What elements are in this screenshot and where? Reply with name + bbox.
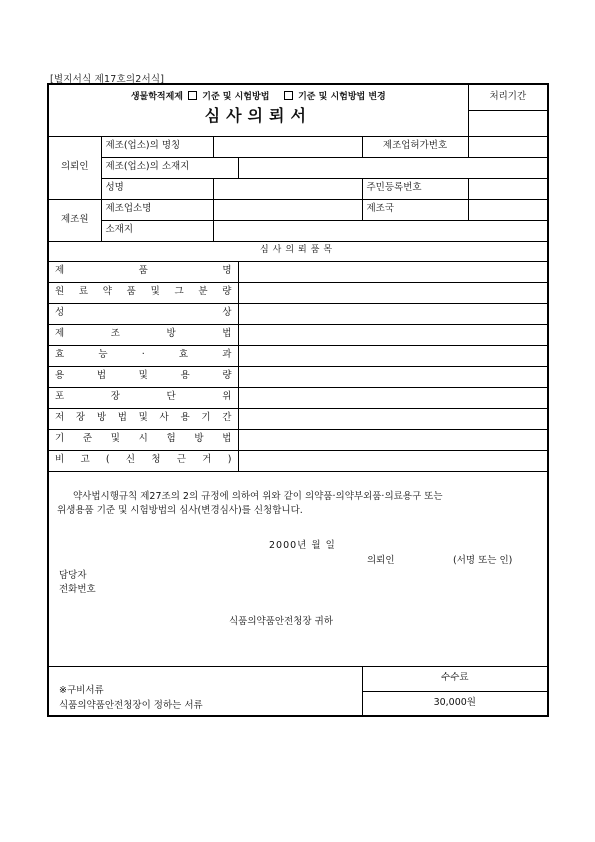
required-documents-cell	[48, 666, 362, 716]
resident-number-label: 주민등록번호	[362, 178, 468, 199]
processing-period-label: 처리기간	[468, 84, 548, 110]
applicant-name-label: 성명	[101, 178, 213, 199]
item-label: 저 장 방 법 및 사 용 기 간	[55, 412, 232, 424]
option-standard-method-label: 기준 및 시험방법	[202, 92, 270, 102]
form-number-label: [별지서식 제17호의2서식]	[50, 74, 165, 85]
license-number-label: 제조업허가번호	[362, 136, 468, 157]
applicant-address-label: 제조(업소)의 소재지	[101, 157, 238, 178]
item-label: 성 상	[55, 307, 232, 319]
resident-number-field[interactable]	[468, 178, 548, 199]
applicant-company-name-field[interactable]	[213, 136, 362, 157]
manufacturer-address-field[interactable]	[213, 220, 548, 241]
manufacturer-address-label: 소재지	[101, 220, 213, 241]
option-biologics-label: 생물학적제제	[130, 92, 183, 102]
manufacturing-country-label: 제조국	[362, 199, 468, 220]
applicant-address-field[interactable]	[238, 157, 548, 178]
required-documents-title: ※구비서류	[59, 684, 104, 696]
item-label: 비 고 ( 신 청 근 거 )	[55, 454, 232, 466]
manufacturing-country-field[interactable]	[468, 199, 548, 220]
checkbox-standard-method[interactable]	[188, 91, 197, 100]
item-label: 효 능 · 효 과	[55, 349, 232, 361]
item-label: 원 료 약 품 및 그 분 량	[55, 286, 232, 298]
item-field-remarks[interactable]	[238, 450, 548, 471]
fee-value: 30,000원	[362, 691, 548, 716]
item-field-efficacy[interactable]	[238, 345, 548, 366]
item-field-ingredients[interactable]	[238, 282, 548, 303]
item-label: 기 준 및 시 험 방 법	[55, 433, 232, 445]
option-standard-method-change-label: 기준 및 시험방법 변경	[298, 92, 386, 102]
statement-line-2: 위생용품 기준 및 시험방법의 심사(변경심사)를 신청합니다.	[57, 505, 303, 517]
manufacturer-name-field[interactable]	[213, 199, 362, 220]
statement-text	[57, 490, 541, 519]
processing-period-value[interactable]	[468, 110, 548, 136]
form-title: 심사의뢰서	[204, 105, 312, 125]
signature-applicant-label: 의뢰인	[367, 554, 395, 566]
addressee: 식품의약품안전청장 귀하	[229, 615, 333, 627]
applicant-name-field[interactable]	[213, 178, 362, 199]
required-documents-desc: 식품의약품안전청장이 정하는 서류	[59, 699, 203, 711]
application-type-options	[53, 91, 464, 103]
item-field-appearance[interactable]	[238, 303, 548, 324]
manager-label: 담당자	[59, 569, 87, 581]
item-label: 용 법 및 용 량	[55, 370, 232, 382]
license-number-field[interactable]	[468, 136, 548, 157]
review-items-title: 심사의뢰품목	[48, 241, 548, 261]
item-field-dosage[interactable]	[238, 366, 548, 387]
checkbox-standard-method-change[interactable]	[284, 91, 293, 100]
item-field-product-name[interactable]	[238, 261, 548, 282]
statement-block	[48, 471, 548, 666]
signature-note: (서명 또는 인)	[453, 554, 513, 566]
item-field-manufacturing-method[interactable]	[238, 324, 548, 345]
item-field-test-method[interactable]	[238, 429, 548, 450]
statement-line-1: 약사법시행규칙 제27조의 2의 규정에 의하여 위와 같이 의약품·의약부외품·의료용구 또는	[73, 490, 443, 502]
review-request-form	[47, 83, 549, 717]
application-date: 2000년 월 일	[269, 539, 336, 551]
item-field-storage[interactable]	[238, 408, 548, 429]
applicant-company-name-label: 제조(업소)의 명칭	[101, 136, 213, 157]
manufacturer-name-label: 제조업소명	[101, 199, 213, 220]
manufacturer-section-label: 제조원	[48, 199, 101, 241]
item-label: 제 품 명	[55, 265, 232, 277]
phone-label: 전화번호	[59, 583, 96, 595]
item-field-package-unit[interactable]	[238, 387, 548, 408]
applicant-section-label: 의뢰인	[48, 136, 101, 199]
form-title-cell	[48, 84, 468, 136]
required-documents	[59, 683, 203, 713]
fee-label: 수수료	[362, 666, 548, 691]
item-label: 포 장 단 위	[55, 391, 232, 403]
item-label: 제 조 방 법	[55, 328, 232, 340]
